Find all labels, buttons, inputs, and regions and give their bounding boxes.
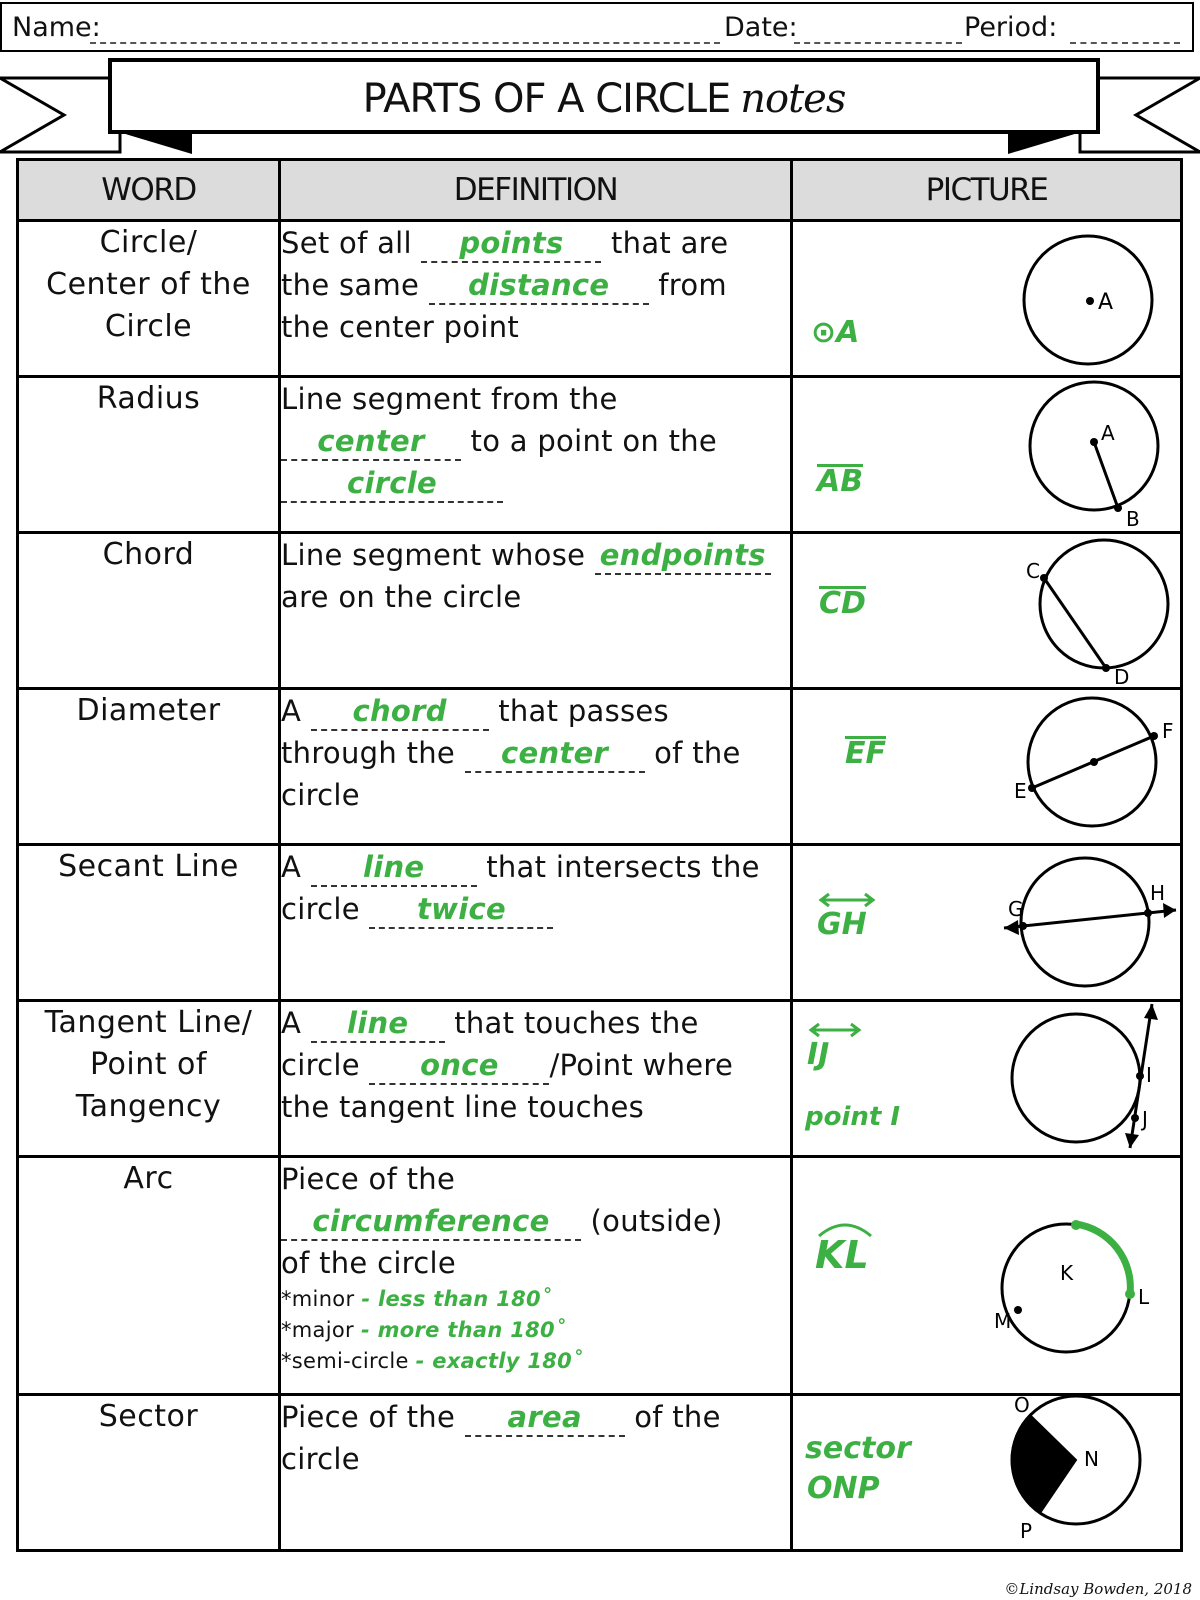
- point-label: G: [1008, 897, 1024, 921]
- definition-text: Piece of the: [281, 1400, 456, 1434]
- definition-text: that are: [610, 226, 729, 260]
- definition-text: (outside): [590, 1204, 723, 1238]
- answer-blank[interactable]: endpoints: [595, 537, 771, 575]
- point-label: A: [1098, 290, 1114, 315]
- table-row: [18, 1157, 1182, 1395]
- notation-text: [817, 892, 877, 942]
- definition-cell: [280, 1157, 792, 1395]
- answer-blank[interactable]: twice: [369, 891, 553, 929]
- picture-cell: [792, 845, 1182, 1001]
- name-label: Name:: [12, 12, 101, 43]
- table-row: [18, 377, 1182, 533]
- definition-text: Set of all: [281, 226, 412, 260]
- word-cell: [18, 1157, 280, 1395]
- notation-text: [807, 1022, 863, 1072]
- table-row: [18, 689, 1182, 845]
- definition-cell: [280, 1395, 792, 1551]
- point-notation: point I: [805, 1102, 901, 1132]
- definition-text: are on the circle: [281, 580, 522, 614]
- line-notation: GH: [817, 907, 867, 942]
- notation-text: [819, 586, 866, 621]
- column-header-word: WORD: [18, 160, 280, 221]
- point-label: L: [1138, 1285, 1150, 1309]
- answer-blank[interactable]: area: [465, 1399, 625, 1437]
- picture-cell: [792, 377, 1182, 533]
- notes-table: [16, 158, 1183, 1552]
- definition-text: the same: [281, 268, 420, 302]
- sector-notation: ONP: [807, 1471, 880, 1506]
- segment-notation: AB: [817, 464, 864, 499]
- definition-text: through the: [281, 736, 456, 770]
- answer-blank[interactable]: circumference: [281, 1203, 581, 1241]
- sector-figure: [880, 1396, 1180, 1546]
- word-cell: [18, 1001, 280, 1157]
- picture-cell: [792, 1001, 1182, 1157]
- date-blank[interactable]: [794, 42, 962, 44]
- period-label: Period:: [964, 12, 1058, 43]
- word-text: Secant Line: [58, 849, 239, 884]
- definition-text: that intersects the: [486, 850, 760, 884]
- answer-blank[interactable]: circle: [281, 465, 503, 503]
- table-row: [18, 221, 1182, 377]
- picture-cell: [792, 1395, 1182, 1551]
- point-label: B: [1126, 507, 1140, 528]
- arc-types: [281, 1284, 790, 1377]
- line-arrow-icon: [807, 1022, 863, 1038]
- definition-text: to a point on the: [470, 424, 718, 458]
- line-arrow-icon: [817, 892, 877, 908]
- notation-text: [817, 464, 863, 499]
- picture-cell: [792, 689, 1182, 845]
- definition-text: *minor: [281, 1287, 355, 1311]
- definition-cell: [280, 221, 792, 377]
- word-cell: [18, 845, 280, 1001]
- line-notation: IJ: [807, 1037, 830, 1072]
- definition-text: of the circle: [281, 1246, 457, 1280]
- word-text: Tangency: [75, 1089, 222, 1124]
- student-info-header: [0, 2, 1194, 52]
- point-label: H: [1150, 881, 1166, 905]
- table-row: [18, 533, 1182, 689]
- point-label: E: [1014, 779, 1027, 803]
- point-label: M: [994, 1309, 1012, 1333]
- word-text: Center of the: [46, 267, 251, 302]
- point-label: F: [1162, 719, 1174, 743]
- table-row: [18, 845, 1182, 1001]
- picture-cell: [792, 533, 1182, 689]
- point-label: I: [1146, 1063, 1152, 1087]
- definition-text: circle: [281, 892, 360, 926]
- handwritten-answer: - exactly 180˚: [415, 1349, 583, 1373]
- point-label: P: [1020, 1519, 1033, 1543]
- answer-blank[interactable]: distance: [429, 267, 649, 305]
- word-text: Point of: [90, 1047, 207, 1082]
- table-row: [18, 1395, 1182, 1551]
- definition-cell: [280, 689, 792, 845]
- point-label: K: [1060, 1261, 1074, 1285]
- word-text: Arc: [123, 1161, 174, 1196]
- page-title: [110, 60, 1098, 138]
- point-label: J: [1142, 1107, 1148, 1131]
- answer-blank[interactable]: points: [421, 225, 601, 263]
- definition-text: circle: [281, 778, 360, 812]
- word-cell: [18, 533, 280, 689]
- answer-blank[interactable]: center: [281, 423, 461, 461]
- notation-text: ⊙A: [811, 315, 860, 350]
- word-cell: [18, 1395, 280, 1551]
- circle-figure: [880, 222, 1180, 372]
- name-blank[interactable]: [90, 42, 720, 44]
- word-text: Chord: [102, 537, 195, 572]
- page-title-text: PARTS OF A CIRCLE: [362, 76, 731, 122]
- point-label: D: [1114, 665, 1130, 684]
- definition-cell: [280, 845, 792, 1001]
- definition-text: the tangent line touches: [281, 1090, 645, 1124]
- definition-text: of the: [654, 736, 741, 770]
- word-text: Sector: [98, 1399, 199, 1434]
- definition-text: Line segment from the: [281, 382, 618, 416]
- period-blank[interactable]: [1070, 42, 1180, 44]
- definition-text: Line segment whose: [281, 538, 586, 572]
- definition-text: circle: [281, 1048, 360, 1082]
- picture-cell: [792, 221, 1182, 377]
- word-cell: [18, 689, 280, 845]
- point-label: A: [1101, 421, 1115, 445]
- answer-blank[interactable]: center: [465, 735, 645, 773]
- word-text: Circle/: [99, 225, 198, 260]
- definition-text: A: [281, 850, 302, 884]
- definition-text: /Point where: [549, 1048, 734, 1082]
- sector-notation: sector: [805, 1431, 911, 1466]
- handwritten-answer: - more than 180˚: [360, 1318, 566, 1342]
- notation-text: [815, 1220, 875, 1277]
- definition-text: *semi-circle: [281, 1349, 409, 1373]
- arc-figure: [880, 1158, 1180, 1393]
- word-text: Tangent Line/: [44, 1005, 253, 1040]
- answer-blank[interactable]: chord: [311, 693, 489, 731]
- definition-text: circle: [281, 1442, 360, 1476]
- column-header-definition: DEFINITION: [280, 160, 792, 221]
- word-text: Radius: [96, 381, 201, 416]
- diameter-figure: [880, 690, 1180, 840]
- date-label: Date:: [724, 12, 798, 43]
- column-header-picture: PICTURE: [792, 160, 1182, 221]
- segment-notation: CD: [819, 586, 866, 621]
- copyright-footer: ©Lindsay Bowden, 2018: [1004, 1580, 1192, 1598]
- point-label: C: [1026, 559, 1040, 583]
- radius-figure: [880, 378, 1180, 528]
- table-header-row: [18, 160, 1182, 221]
- definition-text: that touches the: [454, 1006, 699, 1040]
- chord-figure: [880, 534, 1180, 684]
- definition-cell: [280, 377, 792, 533]
- segment-notation: EF: [845, 736, 886, 771]
- definition-text: Piece of the: [281, 1162, 456, 1196]
- word-cell: [18, 377, 280, 533]
- answer-blank[interactable]: once: [369, 1047, 549, 1085]
- handwritten-answer: - less than 180˚: [361, 1287, 552, 1311]
- point-label: O: [1014, 1396, 1030, 1417]
- definition-cell: [280, 533, 792, 689]
- definition-cell: [280, 1001, 792, 1157]
- definition-text: from: [658, 268, 727, 302]
- definition-text: that passes: [498, 694, 669, 728]
- point-label: N: [1084, 1447, 1099, 1471]
- page-title-script: notes: [740, 76, 846, 122]
- word-cell: [18, 221, 280, 377]
- secant-figure: [880, 846, 1180, 996]
- definition-text: A: [281, 1006, 302, 1040]
- definition-text: A: [281, 694, 302, 728]
- definition-text: of the: [634, 1400, 721, 1434]
- answer-blank[interactable]: line: [311, 849, 477, 887]
- word-text: Circle: [104, 309, 193, 344]
- answer-blank[interactable]: line: [311, 1005, 445, 1043]
- definition-text: the center point: [281, 310, 520, 344]
- picture-cell: [792, 1157, 1182, 1395]
- word-text: Diameter: [76, 693, 221, 728]
- tangent-figure: [880, 1002, 1180, 1152]
- table-row: [18, 1001, 1182, 1157]
- definition-text: *major: [281, 1318, 354, 1342]
- arc-notation: KL: [815, 1233, 869, 1277]
